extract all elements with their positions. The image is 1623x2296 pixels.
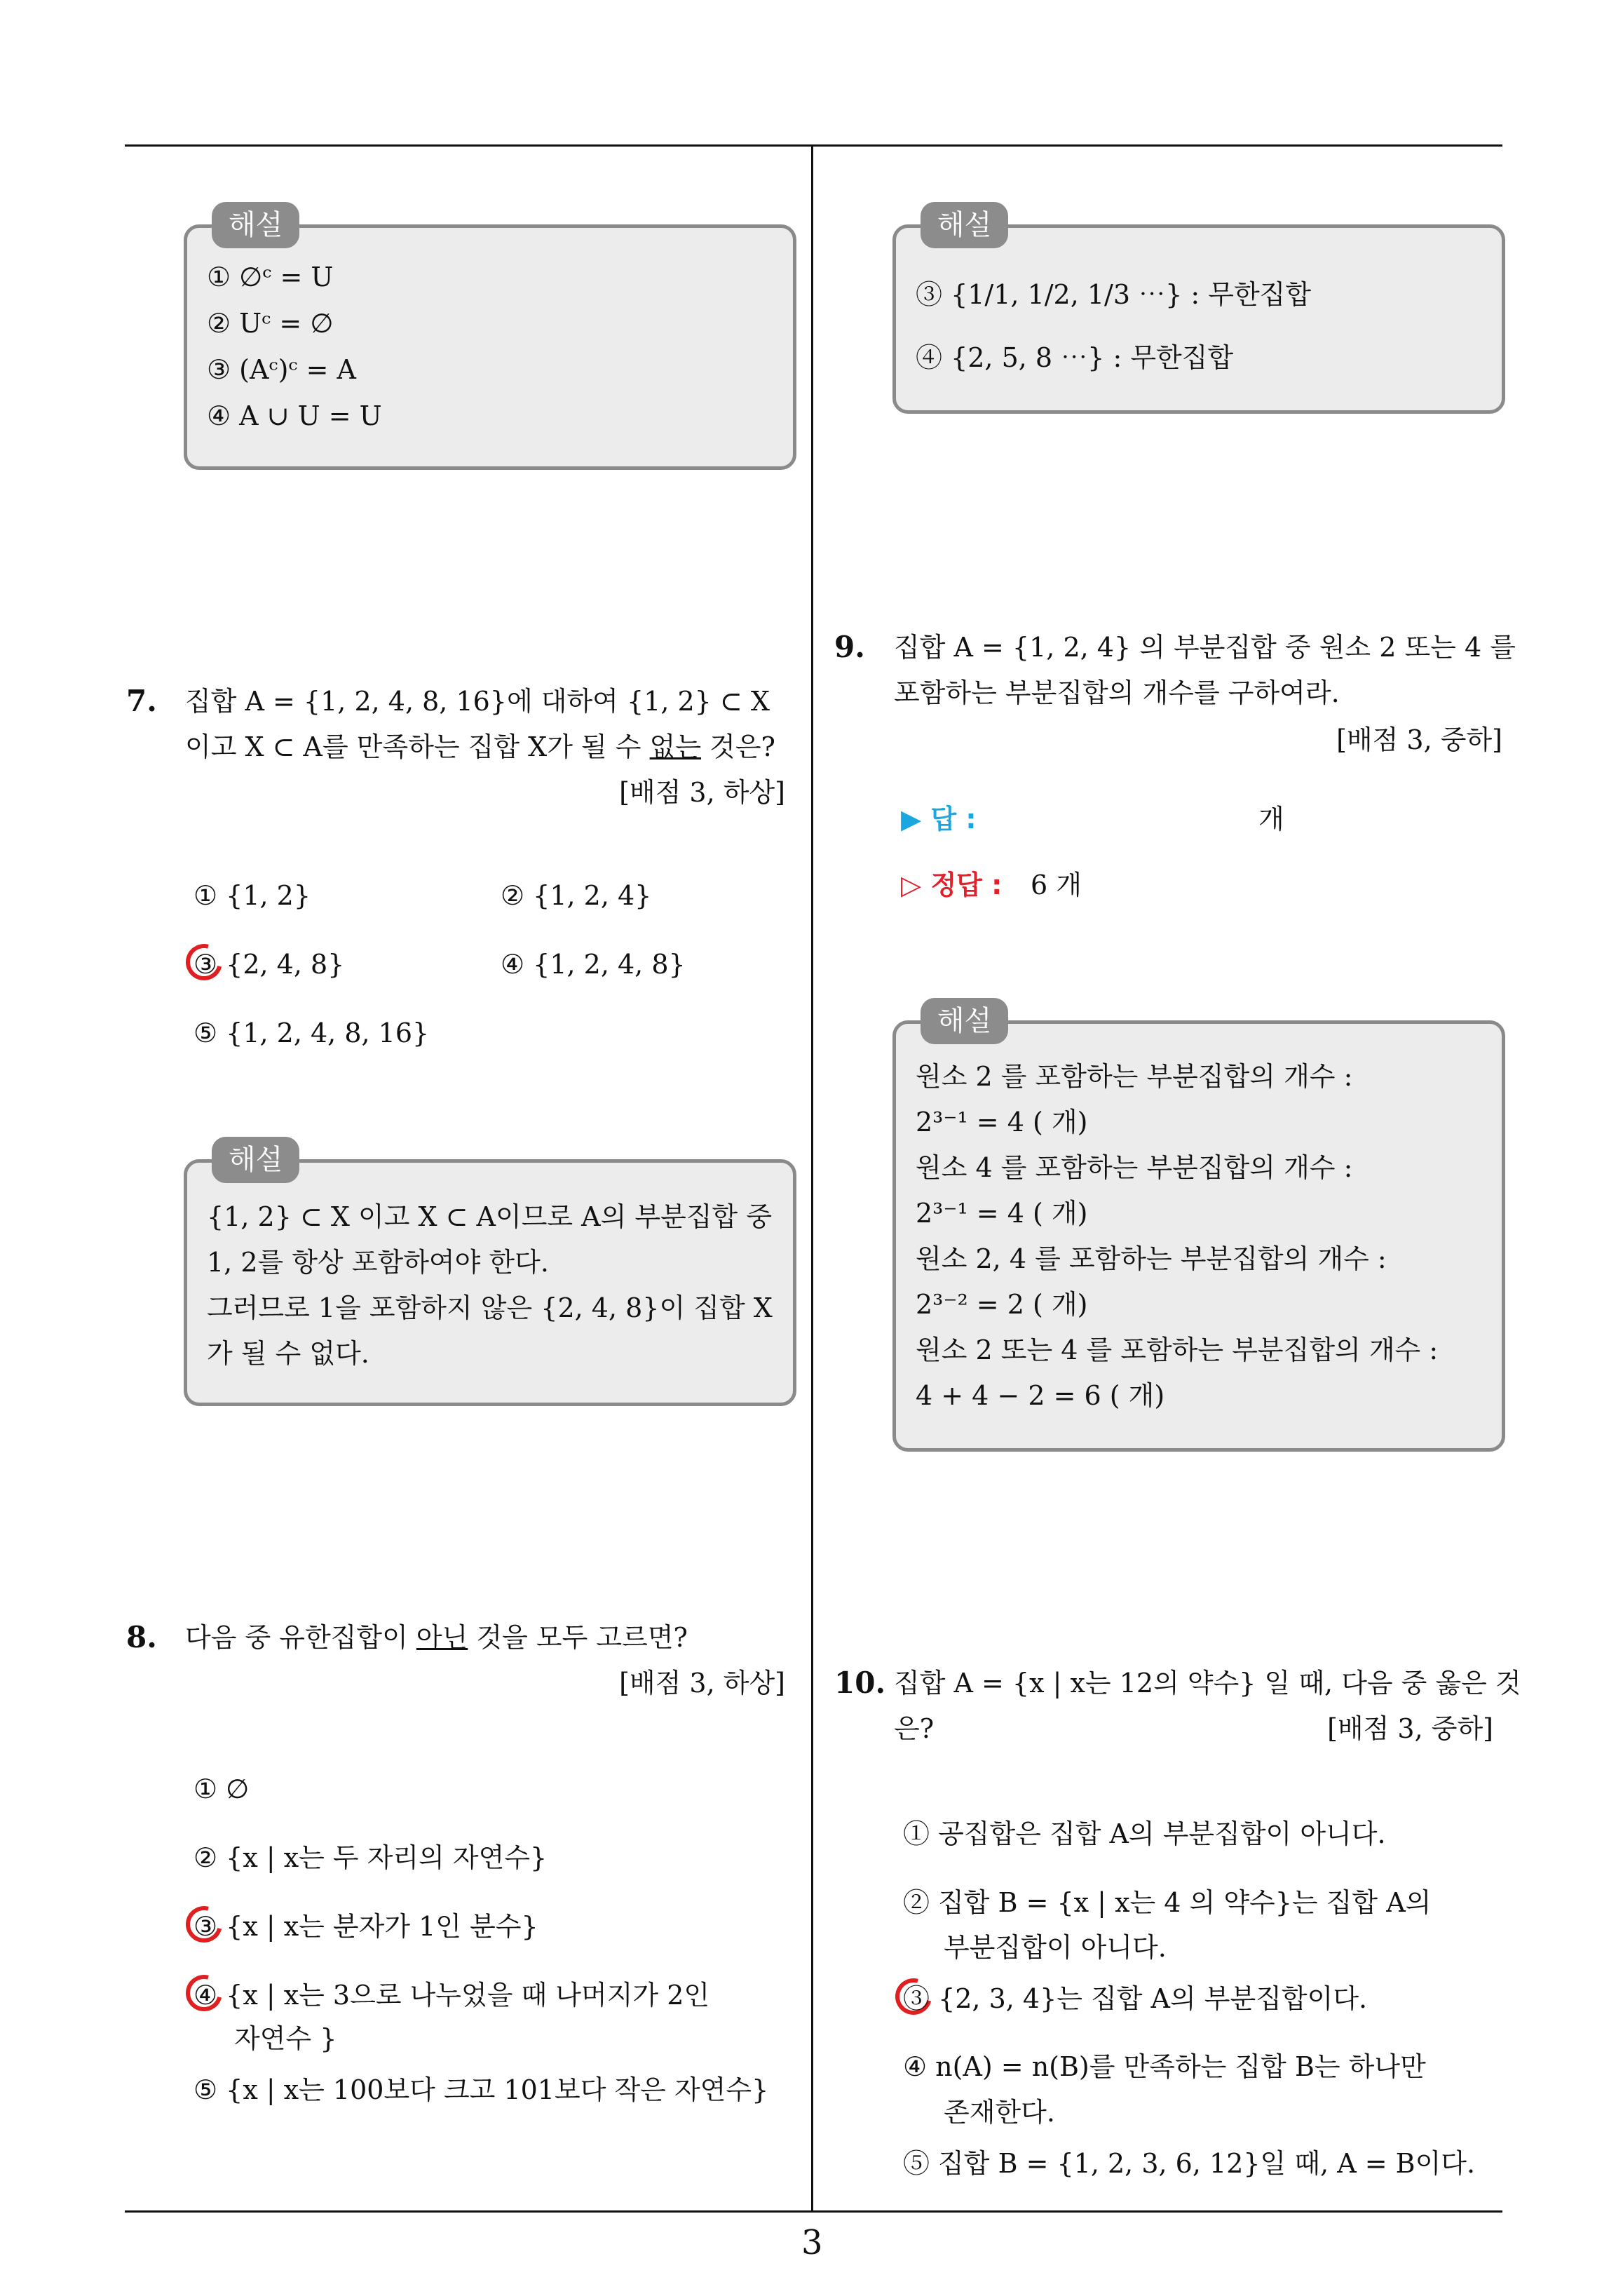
solution-box-q8 <box>892 224 1505 414</box>
correct-label: ▷ 정답 : <box>901 870 1003 900</box>
points-label: [배점 3, 중하] <box>1327 1713 1493 1744</box>
choice-4[interactable]: ④ n(A) = n(B)를 만족하는 집합 B는 하나만 <box>903 2051 1426 2082</box>
solution-line: 1, 2를 항상 포함하여야 한다. <box>207 1247 549 1278</box>
solution-line: 2³⁻¹ = 4 ( 개) <box>916 1198 1088 1229</box>
bottom-rule <box>125 2210 1502 2213</box>
choice-5[interactable]: ⑤ 집합 B = {1, 2, 3, 6, 12}일 때, A = B이다. <box>903 2148 1476 2179</box>
solution-tag: 해설 <box>212 202 299 248</box>
choice-5[interactable]: ⑤ {x | x는 100보다 크고 101보다 작은 자연수} <box>193 2074 769 2105</box>
choice-3[interactable]: ③ {2, 4, 8} <box>193 949 345 980</box>
solution-line: 원소 4 를 포함하는 부분집합의 개수 : <box>916 1152 1353 1183</box>
choice-2[interactable]: ② {1, 2, 4} <box>501 880 652 911</box>
question-text: 집합 A = {x | x는 12의 약수} 일 때, 다음 중 옳은 것 <box>894 1668 1521 1699</box>
solution-tag: 해설 <box>921 998 1008 1044</box>
solution-line: 2³⁻² = 2 ( 개) <box>916 1289 1088 1320</box>
solution-line: 가 될 수 없다. <box>207 1338 369 1369</box>
solution-line: 원소 2, 4 를 포함하는 부분집합의 개수 : <box>916 1243 1387 1274</box>
question-text: 집합 A = {1, 2, 4, 8, 16}에 대하여 {1, 2} ⊂ X <box>185 686 770 717</box>
choice-3[interactable]: ③ {2, 3, 4}는 집합 A의 부분집합이다. <box>903 1983 1368 2014</box>
answer-input[interactable]: 개 <box>1258 804 1284 835</box>
solution-tag: 해설 <box>212 1137 299 1183</box>
question-text: 집합 A = {1, 2, 4} 의 부분집합 중 원소 2 또는 4 를 <box>894 632 1516 663</box>
question-text: 다음 중 유한집합이 아닌 것을 모두 고르면? <box>185 1622 688 1653</box>
points-label: [배점 3, 하상] <box>619 777 785 808</box>
choice-5[interactable]: ⑤ {1, 2, 4, 8, 16} <box>193 1018 430 1048</box>
top-rule <box>125 144 1502 147</box>
correct-value: 6 개 <box>1031 870 1082 900</box>
question-number: 9. <box>834 630 865 664</box>
answer-label: ▶ 답 : <box>901 804 977 835</box>
points-label: [배점 3, 중하] <box>1336 724 1502 755</box>
solution-line: {1, 2} ⊂ X 이고 X ⊂ A이므로 A의 부분집합 중 <box>207 1201 773 1232</box>
solution-line: ③ {1/1, 1/2, 1/3 ⋯} : 무한집합 <box>916 279 1312 310</box>
solution-line: 그러므로 1을 포함하지 않은 {2, 4, 8}이 집합 X <box>207 1292 773 1323</box>
choice-4-cont: 존재한다. <box>944 2097 1055 2128</box>
solution-line: 4 + 4 − 2 = 6 ( 개) <box>916 1380 1165 1411</box>
choice-4[interactable]: ④ {x | x는 3으로 나누었을 때 나머지가 2인 <box>193 1980 710 2011</box>
points-label: [배점 3, 하상] <box>619 1668 785 1699</box>
question-text: 포함하는 부분집합의 개수를 구하여라. <box>894 677 1340 708</box>
solution-line: ② Uᶜ = ∅ <box>207 308 334 339</box>
page-number: 3 <box>801 2223 823 2262</box>
solution-tag: 해설 <box>921 202 1008 248</box>
question-number: 7. <box>126 684 157 718</box>
solution-line: ④ {2, 5, 8 ⋯} : 무한집합 <box>916 342 1234 373</box>
question-number: 8. <box>126 1620 157 1654</box>
choice-1[interactable]: ① ∅ <box>193 1774 250 1804</box>
choice-1[interactable]: ① {1, 2} <box>193 880 311 911</box>
solution-line: ③ (Aᶜ)ᶜ = A <box>207 354 356 385</box>
choice-2-cont: 부분집합이 아니다. <box>944 1932 1167 1963</box>
choice-4-cont: 자연수 } <box>234 2023 337 2054</box>
question-text: 은? <box>894 1713 935 1744</box>
question-number: 10. <box>834 1666 886 1700</box>
solution-line: 원소 2 를 포함하는 부분집합의 개수 : <box>916 1061 1353 1092</box>
choice-4[interactable]: ④ {1, 2, 4, 8} <box>501 949 686 980</box>
question-text: 이고 X ⊂ A를 만족하는 집합 X가 될 수 없는 것은? <box>185 731 775 762</box>
choice-3[interactable]: ③ {x | x는 분자가 1인 분수} <box>193 1911 538 1942</box>
choice-2[interactable]: ② {x | x는 두 자리의 자연수} <box>193 1842 548 1873</box>
solution-line: ④ A ∪ U = U <box>207 400 382 431</box>
solution-line: 원소 2 또는 4 를 포함하는 부분집합의 개수 : <box>916 1335 1439 1365</box>
solution-line: 2³⁻¹ = 4 ( 개) <box>916 1107 1088 1137</box>
column-divider <box>811 144 813 2212</box>
solution-line: ① ∅ᶜ = U <box>207 262 334 292</box>
choice-2[interactable]: ② 집합 B = {x | x는 4 의 약수}는 집합 A의 <box>903 1887 1432 1918</box>
choice-1[interactable]: ① 공집합은 집합 A의 부분집합이 아니다. <box>903 1818 1386 1849</box>
